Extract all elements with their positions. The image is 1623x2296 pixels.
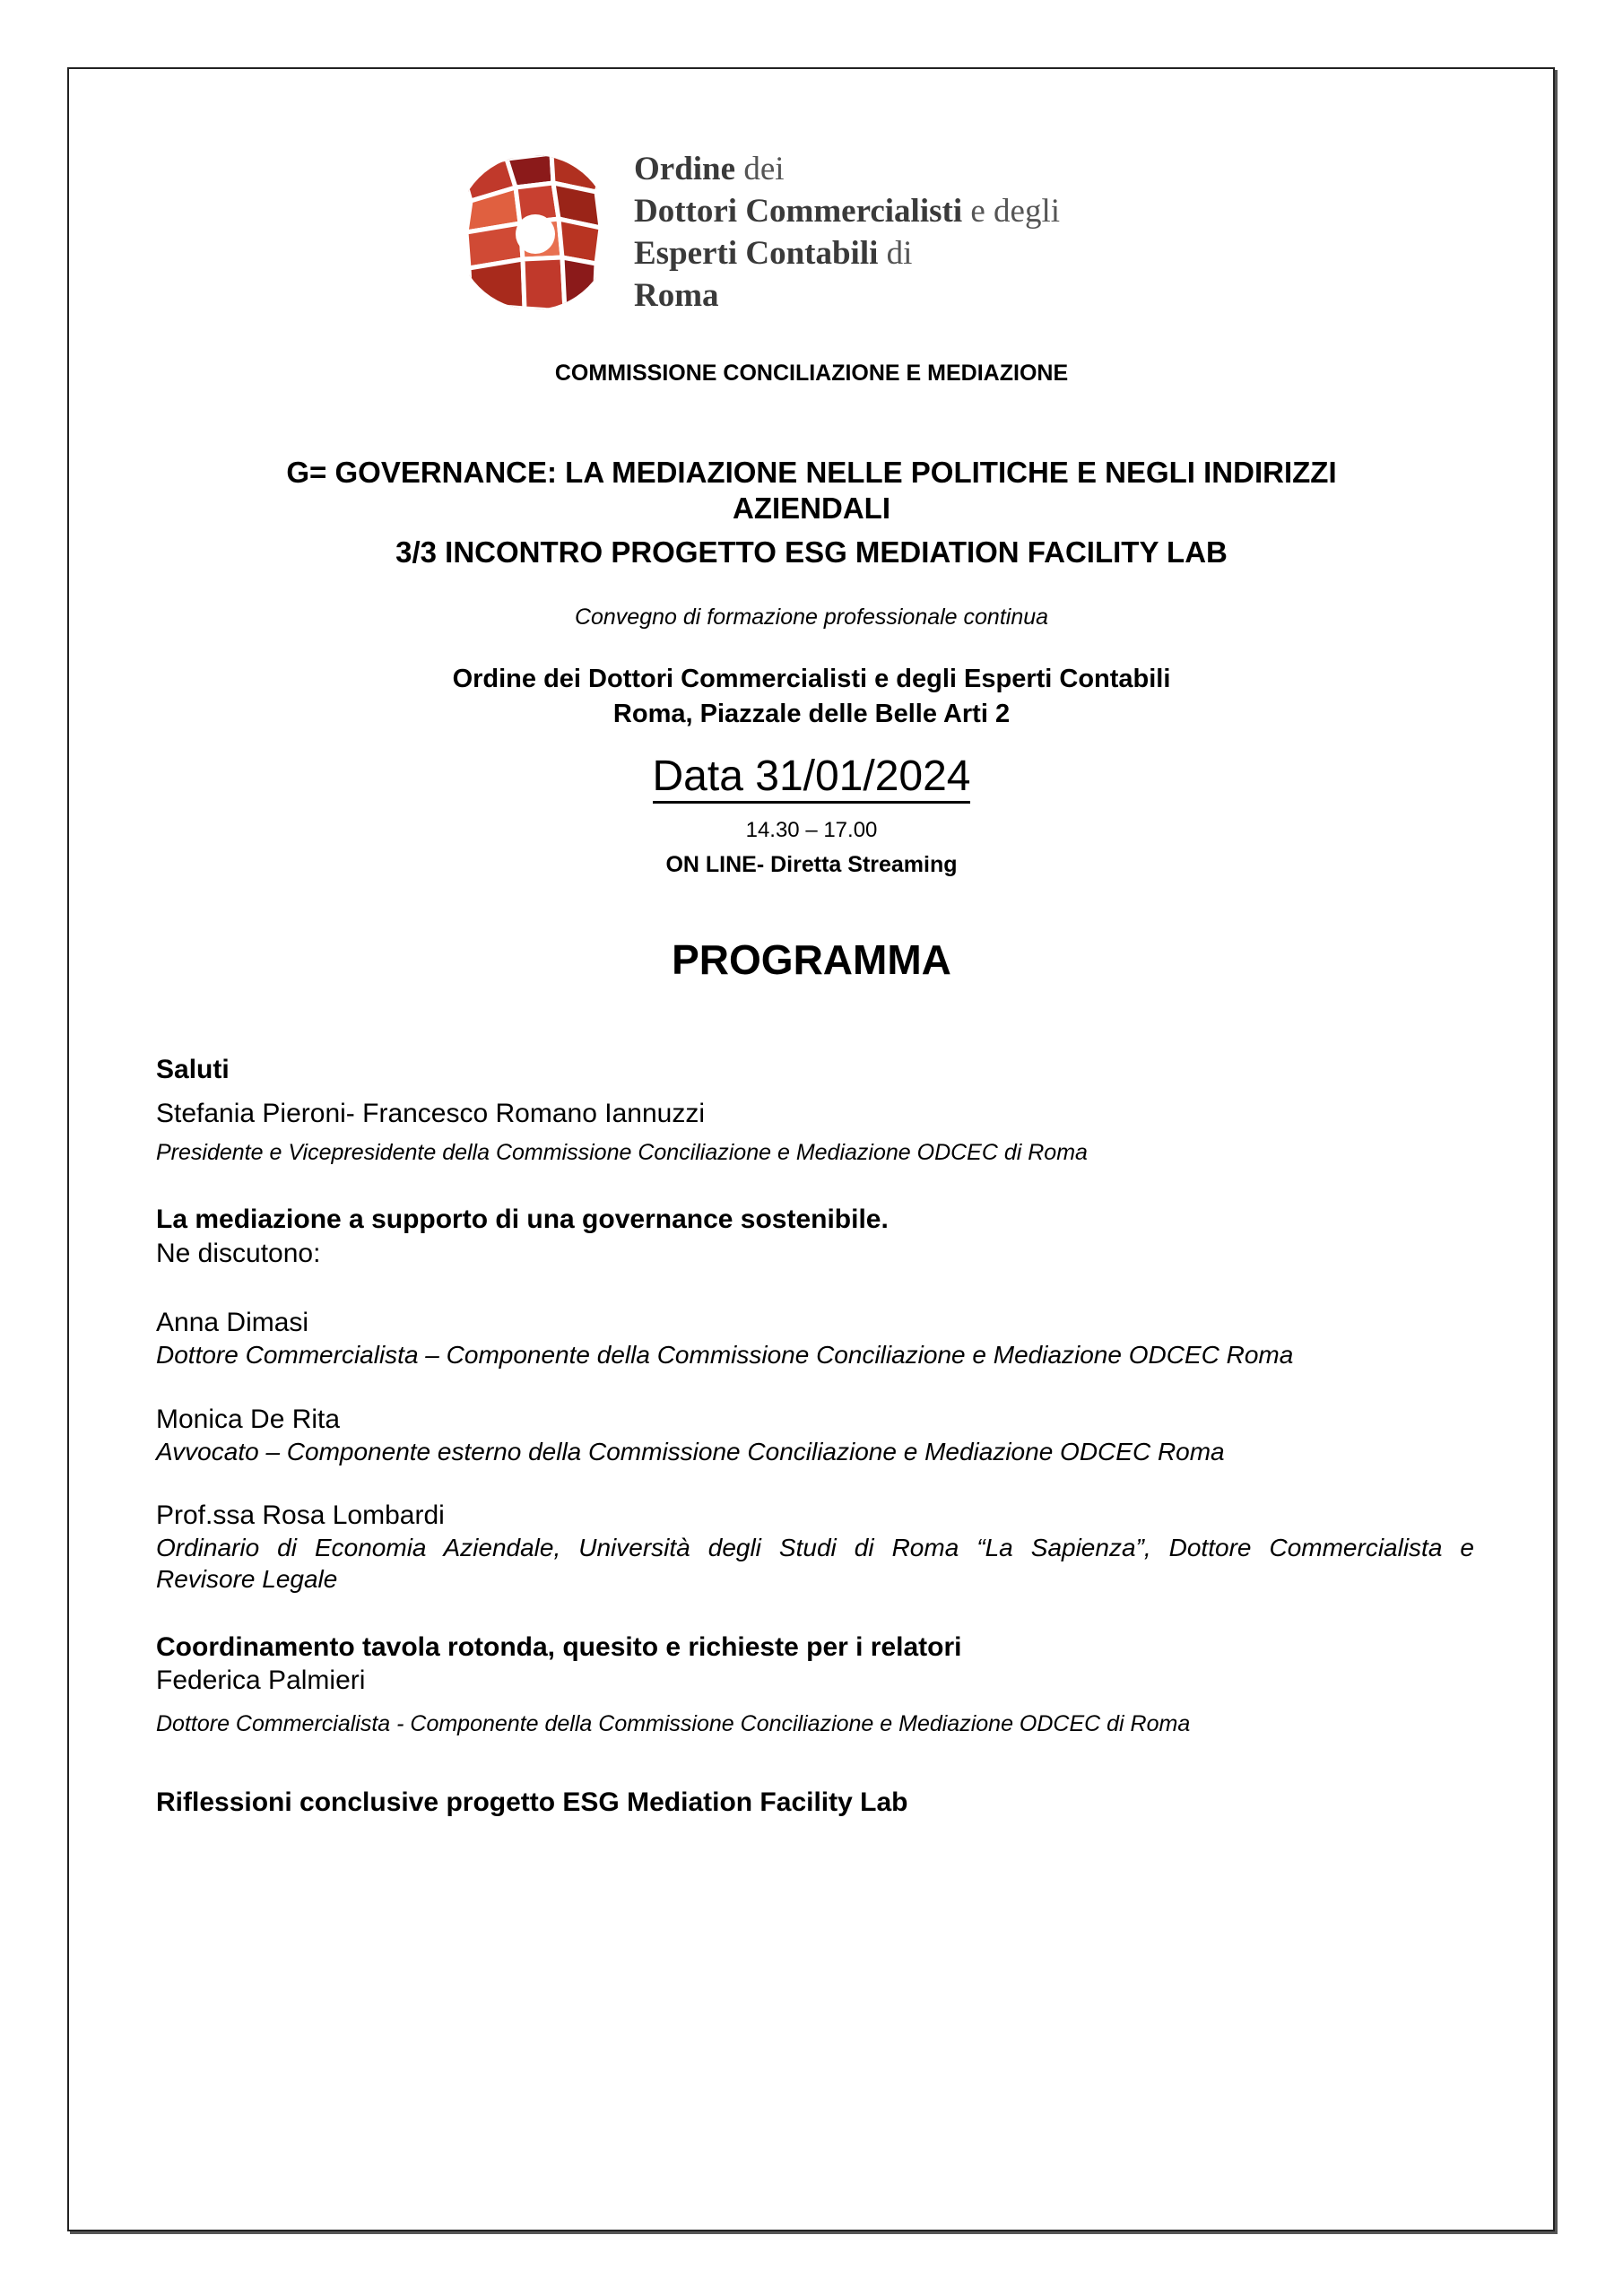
saluti-heading: Saluti — [156, 1055, 230, 1084]
coordination-heading: Coordinamento tavola rotonda, quesito e richieste per i relatori — [156, 1632, 962, 1662]
venue-name: Ordine dei Dottori Commercialisti e degli Esperti Contabili — [452, 665, 1171, 693]
speaker-name: Monica De Rita — [156, 1405, 341, 1434]
logo-wordmark: Ordine dei Dottori Commercialisti e degli Esperti Contabili di Roma — [634, 151, 1061, 314]
event-type: Convegno di formazione professionale continua — [574, 604, 1049, 630]
coordinator-role: Dottore Commercialista - Componente della Commissione Conciliazione e Mediazione ODCEC di Roma — [156, 1711, 1191, 1736]
speaker-role: Avvocato – Componente esterno della Commissione Conciliazione e Mediazione ODCEC Roma — [156, 1438, 1225, 1465]
globe-icon — [453, 152, 614, 313]
event-title — [0, 455, 1623, 526]
venue — [0, 662, 1623, 732]
speaker-role: Dottore Commercialista – Componente della Commissione Conciliazione e Mediazione ODCEC Roma — [156, 1341, 1294, 1369]
commission-heading: COMMISSIONE CONCILIAZIONE E MEDIAZIONE — [554, 361, 1069, 386]
topic-intro: Ne discutono: — [156, 1239, 321, 1268]
event-title-line1: G= GOVERNANCE: LA MEDIAZIONE NELLE POLITICHE E NEGLI INDIRIZZI — [286, 456, 1337, 489]
saluti-role: Presidente e Vicepresidente della Commissione Conciliazione e Mediazione ODCEC di Roma — [156, 1140, 1088, 1165]
speaker-name: Anna Dimasi — [156, 1308, 309, 1337]
odcec-logo — [453, 148, 1206, 318]
topic-heading: La mediazione a supporto di una governance sostenibile. — [156, 1205, 889, 1234]
event-time: 14.30 – 17.00 — [745, 818, 878, 842]
program-title: PROGRAMMA — [672, 936, 951, 983]
event-date: Data 31/01/2024 — [653, 753, 971, 804]
event-title-line2: AZIENDALI — [733, 491, 890, 525]
saluti-names: Stefania Pieroni- Francesco Romano Iannuzzi — [156, 1099, 705, 1128]
event-mode: ON LINE- Diretta Streaming — [665, 852, 958, 877]
venue-address: Roma, Piazzale delle Belle Arti 2 — [612, 700, 1011, 728]
speaker-role-line1: Ordinario di Economia Aziendale, Università degli Studi di Roma “La Sapienza”, Dottore Commercialista e — [156, 1534, 1474, 1561]
event-subtitle: 3/3 INCONTRO PROGETTO ESG MEDIATION FACILITY LAB — [395, 535, 1228, 569]
speaker-name: Prof.ssa Rosa Lombardi — [156, 1500, 445, 1530]
speaker-role-line2: Revisore Legale — [156, 1565, 338, 1593]
coordinator-name: Federica Palmieri — [156, 1665, 366, 1695]
closing-heading: Riflessioni conclusive progetto ESG Mediation Facility Lab — [156, 1787, 908, 1817]
date-block — [0, 753, 1623, 804]
